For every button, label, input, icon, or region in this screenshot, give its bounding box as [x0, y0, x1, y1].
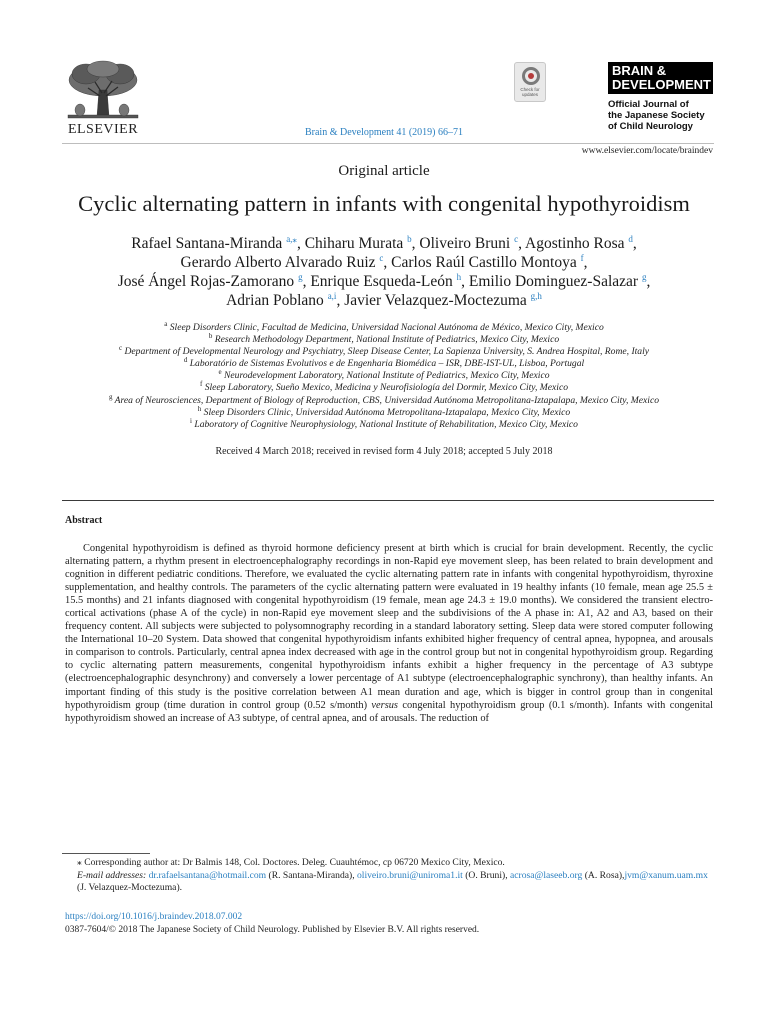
author-name: Chiharu Murata $^b$,: [304, 233, 420, 252]
affiliation-item: $^h$ Sleep Disorders Clinic, Universidad Autónoma Metropolitana-Iztapalapa, Mexico City, Mexico: [197, 404, 571, 418]
author-affiliation-marker[interactable]: f: [580, 252, 584, 263]
email-addresses: [65, 870, 715, 895]
author-affiliation-marker[interactable]: a,i: [327, 290, 337, 301]
doi-link[interactable]: https://doi.org/10.1016/j.braindev.2018.07.002: [65, 912, 243, 922]
journal-website[interactable]: www.elsevier.com/locate/braindev: [581, 146, 713, 156]
author-affiliation-marker[interactable]: g: [298, 271, 303, 282]
author-line: [40, 272, 728, 291]
abstract-divider: [62, 500, 714, 501]
author-name: José Ángel Rojas-Zamorano $^g$,: [117, 271, 311, 290]
journal-sub-line2: the Japanese Society: [608, 110, 705, 121]
email-owner: (R. Santana-Miranda),: [266, 869, 357, 881]
author-name: Carlos Raúl Castillo Montoya $^f$,: [391, 252, 588, 271]
email-link[interactable]: oliveiro.bruni@uniroma1.it: [357, 869, 463, 881]
abstract-body: Congenital hypothyroidism is defined as thyroid hormone deficiency present at birth which is crucial for brain development. Recently, the cyclic alternating pattern, a rhythm present in electroencephalography recordings in non-Rapid eye movement sleep, has been related to brain development and cognition in different pediatric conditions. Therefore, we evaluated the cyclic alternating pattern rate in infants with congenital hypothyroidism, thyroxine supplementation, and healthy controls. The parameters of the cyclic alternating pattern were evaluated in 19 healthy infants (10 female, mean age 25.5 ± 15.5 months) and 21 infants diagnosed with congenital hypothyroidism (19 female, mean age 24.3 ± 19.0 months). We considered the transient electro-cortical activations (phase A of the cycle) in non-Rapid eye movement sleep and the subdivisions of the A phase in: A1, A2 and A3, based on their frequency content. All subjects were subjected to polysomnography recording in a standard laboratory setting. Sleep data were stored computer following the International 10–20 System. Data showed that congenital hypothyroidism infants exhibited higher frequency of central apnea, hypopnea, and arousals in comparison to controls. Particularly, central apnea index decreased with age in the control group but not in congenital hypothyroidism group. Regarding to cyclic alternating pattern measurements, congenital hypothyroidism infants exhibit a higher frequency in the percentage of A3 subtype (electroencephalographic desynchrony) and conversely a lower percentage of A1 subtype (electroencephalographic synchrony), than healthy infants. An important finding of this study is the positive correlation between A1 mean duration and age, which is bigger in control group than in congenital hypothyroidism group (time duration in control group (0.52 s/month): [65, 543, 713, 711]
journal-sub-line1: Official Journal of: [608, 99, 689, 110]
author-affiliation-marker[interactable]: c: [379, 252, 384, 263]
affiliation-item: $^c$ Department of Developmental Neurology and Psychiatry, Sleep Disease Center, La Sapienza University, S. Andrea Hospital, Rome, Italy: [118, 344, 650, 358]
email-owner: (O. Bruni),: [462, 869, 510, 881]
author-list: [40, 234, 728, 310]
received-dates: Received 4 March 2018; received in revised form 4 July 2018; accepted 5 July 2018: [215, 446, 553, 457]
article-type: Original article: [338, 163, 430, 179]
author-name: Gerardo Alberto Alvarado Ruiz $^c$,: [180, 252, 392, 271]
affiliation-item: $^f$ Sleep Laboratory, Sueño Mexico, Medicina y Neurofisiología del Dormir, Mexico City, Mexico: [199, 380, 569, 394]
email-link[interactable]: dr.rafaelsantana@hotmail.com: [148, 869, 267, 881]
author-affiliation-marker[interactable]: d: [628, 233, 633, 244]
journal-title-line1: BRAIN &: [612, 63, 667, 78]
affiliation-marker: f: [199, 380, 203, 389]
footnote-marker: ⁎: [77, 857, 82, 868]
affiliation-marker: h: [197, 404, 202, 413]
author-name: Oliveiro Bruni $^c$,: [419, 233, 526, 252]
affiliation-marker: g: [108, 392, 113, 401]
author-name: Rafael Santana-Miranda $^{a,⁎}$,: [131, 233, 305, 252]
affiliation-marker: e: [218, 368, 222, 377]
affiliation-marker: c: [118, 344, 123, 352]
abstract-text: [65, 542, 713, 725]
email-link[interactable]: acrosa@laseeb.org: [510, 869, 583, 881]
journal-title-box: [608, 62, 713, 94]
check-updates-label: Check for updates: [520, 87, 540, 97]
author-line: [40, 253, 728, 272]
author-name: Agostinho Rosa $^d$,: [525, 233, 637, 252]
journal-reference[interactable]: Brain & Development 41 (2019) 66–71: [304, 127, 464, 138]
abstract-versus: versus: [371, 699, 398, 711]
affiliation-marker: d: [183, 356, 188, 365]
affiliation-item: $^d$ Laboratório de Sistemas Evolutivos e de Engenharia Biomédica – ISR, DBE-IST-UL, Lisboa, Portugal: [183, 356, 585, 370]
affiliation-marker: b: [208, 331, 213, 340]
author-affiliation-marker[interactable]: g,h: [530, 290, 542, 301]
author-name: Javier Velazquez-Moctezuma $^{g,h}$: [344, 290, 542, 309]
email-owner: (J. Velazquez-Moctezuma).: [77, 882, 183, 894]
author-line: [40, 234, 728, 253]
email-owner: (A. Rosa),: [582, 869, 625, 881]
footnote-divider: [62, 853, 150, 854]
author-name: Emilio Dominguez-Salazar $^g$,: [468, 271, 651, 290]
author-affiliation-marker[interactable]: b: [407, 233, 412, 244]
email-label: E-mail addresses:: [77, 869, 147, 881]
author-name: Enrique Esqueda-León $^h$,: [310, 271, 469, 290]
article-title: Cyclic alternating pattern in infants with congenital hypothyroidism: [78, 191, 690, 216]
author-affiliation-marker[interactable]: g: [641, 271, 647, 282]
journal-sub-line3: of Child Neurology: [608, 121, 693, 132]
corresponding-footnote: [65, 857, 715, 895]
author-affiliation-marker[interactable]: a,⁎: [286, 233, 297, 244]
affiliation-item: $^e$ Neurodevelopment Laboratory, National Institute of Pediatrics, Mexico City, Mexico: [218, 368, 550, 382]
abstract-heading: Abstract: [65, 515, 103, 526]
affiliation-item: $^b$ Research Methodology Department, National Institute of Pediatrics, Mexico City, Mexico: [208, 331, 560, 346]
author-affiliation-marker[interactable]: c: [514, 233, 519, 244]
author-name: Adrian Poblano $^{a,i}$,: [226, 290, 345, 309]
affiliation-marker: a: [164, 319, 168, 328]
corresponding-address: Corresponding author at: Dr Balmis 148, Col. Doctores. Deleg. Cuauhtémoc, cp 06720 Mexico City, Mexico.: [84, 857, 505, 868]
author-line: [40, 291, 728, 310]
affiliation-list: [30, 319, 738, 431]
affiliation-marker: i: [190, 416, 192, 425]
affiliation-item: $^i$ Laboratory of Cognitive Neurophysiology, National Institute of Rehabilitation, Mexico City, Mexico: [190, 416, 578, 430]
journal-subtitle: [608, 99, 718, 132]
affiliation-item: $^g$ Area of Neurosciences, Department of Biology of Reproduction, CBS, Universidad Autónoma Metropolitana-Iztapalapa, Mexico City, Mexico: [108, 392, 660, 406]
check-for-updates-badge[interactable]: [514, 62, 546, 102]
author-affiliation-marker[interactable]: h: [456, 271, 462, 282]
journal-title-line2: DEVELOPMENT: [612, 77, 711, 92]
check-updates-icon: [522, 67, 540, 85]
affiliation-item: $^a$ Sleep Disorders Clinic, Facultad de Medicina, Universidad Nacional Autónoma de México, Mexico City, Mexico: [164, 319, 604, 333]
header-divider: [62, 143, 714, 144]
abstract-body-tail: congenital hypothyroidism group (0.1 s/month). Infants with congenital hypothyroidism showed an increase of A3 subtype, of central apnea, and of arousals. The reduction of: [65, 699, 713, 724]
email-link[interactable]: jvm@xanum.uam.mx: [624, 869, 708, 881]
publisher-name: ELSEVIER: [67, 122, 139, 137]
copyright-notice: 0387-7604/© 2018 The Japanese Society of Child Neurology. Published by Elsevier B.V. All rights reserved.: [65, 925, 480, 935]
